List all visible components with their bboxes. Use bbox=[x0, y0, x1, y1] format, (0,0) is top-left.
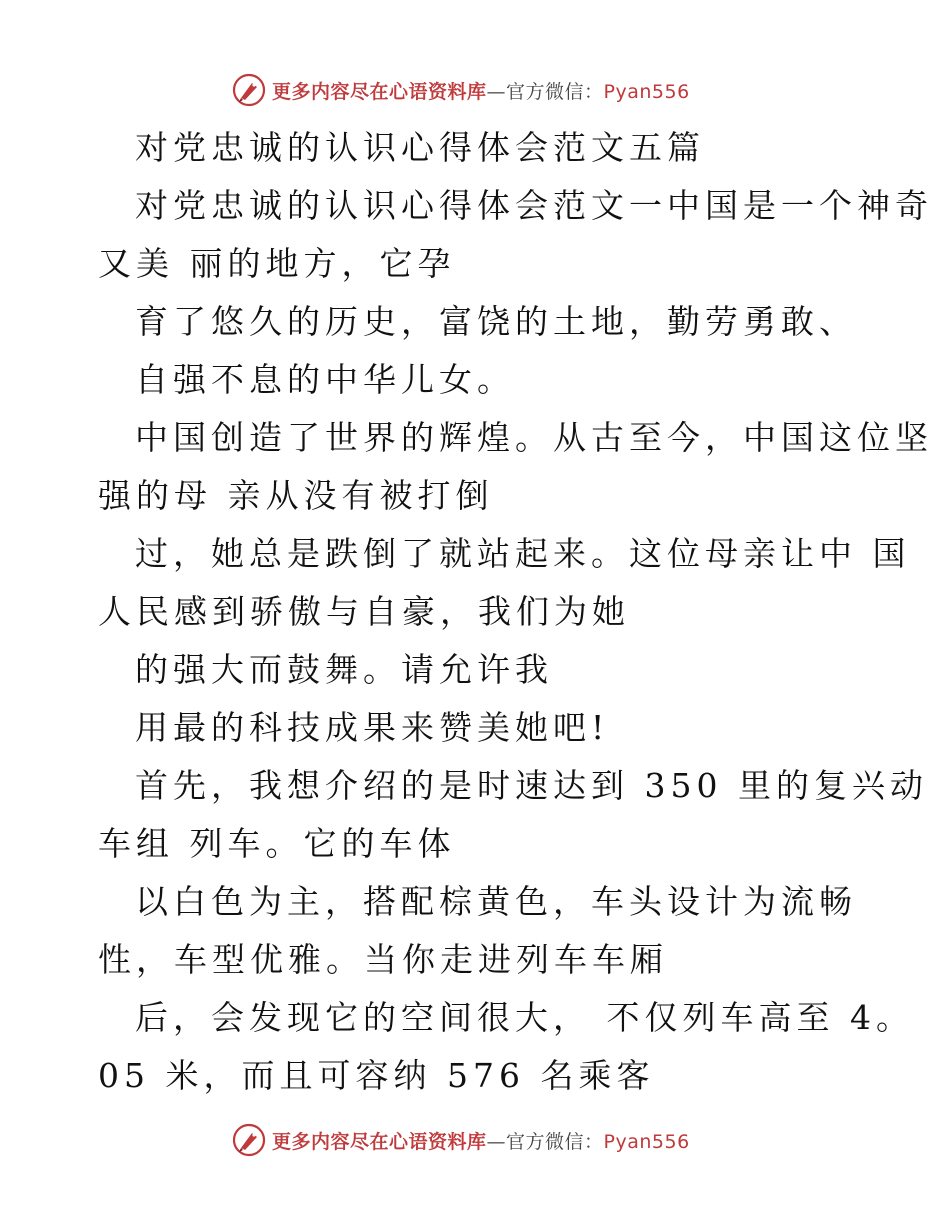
paragraph-line: 自强不息的中华儿女。 bbox=[135, 360, 515, 399]
watermark-wechat-label: 官方微信： bbox=[506, 1130, 604, 1153]
paragraph-line: 人民感到骄傲与自豪，我们为她 bbox=[98, 592, 630, 631]
watermark-wechat-id: Pyan556 bbox=[603, 80, 690, 103]
paragraph-line: 以白色为主，搭配棕黄色，车头设计为流畅 bbox=[135, 882, 857, 921]
paragraph-line: 强的母 亲从没有被打倒 bbox=[98, 476, 494, 515]
paragraph-line: 育了悠久的历史，富饶的土地，勤劳勇敢、 bbox=[135, 302, 857, 341]
pen-nib-logo-icon bbox=[232, 1123, 266, 1157]
watermark-main-text: 更多内容尽在心语资料库 bbox=[272, 80, 487, 103]
paragraph-line: 对党忠诚的认识心得体会范文一中国是一个神奇 bbox=[135, 186, 933, 225]
header-watermark bbox=[232, 72, 732, 108]
paragraph-line: 车组 列车。它的车体 bbox=[98, 824, 456, 863]
watermark-separator: — bbox=[486, 80, 507, 103]
watermark-wechat-label: 官方微信： bbox=[506, 80, 604, 103]
footer-watermark bbox=[232, 1122, 732, 1158]
paragraph-line: 首先，我想介绍的是时速达到 350 里的复兴动 bbox=[135, 766, 928, 805]
document-title: 对党忠诚的认识心得体会范文五篇 bbox=[135, 128, 705, 167]
paragraph-line: 性，车型优雅。当你走进列车车厢 bbox=[98, 940, 668, 979]
paragraph-line: 中国创造了世界的辉煌。从古至今，中国这位坚 bbox=[135, 418, 933, 457]
pen-nib-logo-icon bbox=[232, 73, 266, 107]
paragraph-line: 用最的科技成果来赞美她吧! bbox=[135, 708, 610, 747]
paragraph-line: 过，她总是跌倒了就站起来。这位母亲让中 国 bbox=[135, 534, 911, 573]
watermark-main-text: 更多内容尽在心语资料库 bbox=[272, 1130, 487, 1153]
watermark-wechat-id: Pyan556 bbox=[603, 1130, 690, 1153]
paragraph-line: 05 米，而且可容纳 576 名乘客 bbox=[98, 1056, 655, 1095]
paragraph-line: 的强大而鼓舞。请允许我 bbox=[135, 650, 553, 689]
watermark-separator: — bbox=[486, 1130, 507, 1153]
paragraph-line: 后，会发现它的空间很大， 不仅列车高至 4。 bbox=[135, 998, 914, 1037]
paragraph-line: 又美 丽的地方，它孕 bbox=[98, 244, 456, 283]
